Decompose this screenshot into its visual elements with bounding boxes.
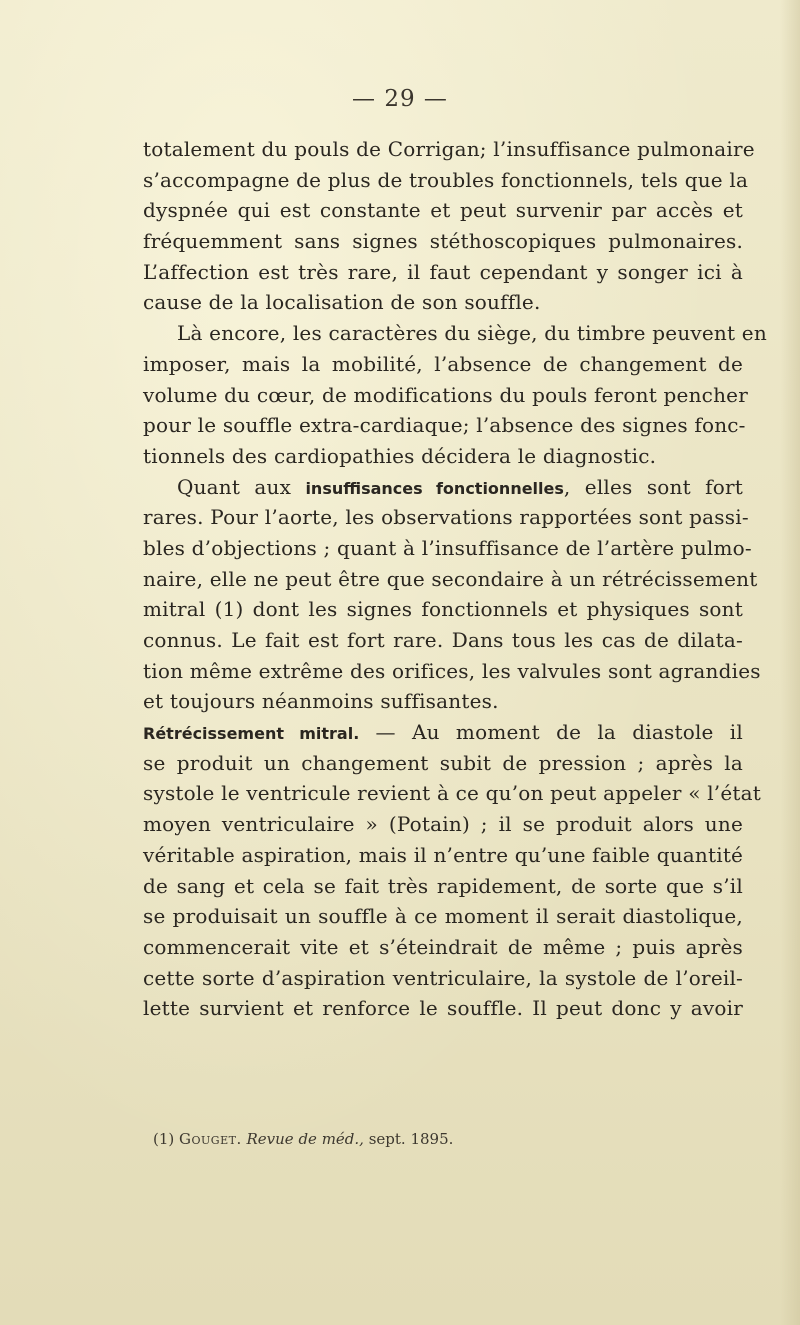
text-line: et toujours néanmoins suffisantes. bbox=[143, 689, 499, 714]
text-line: fréquemment sans signes stéthoscopiques pulmonaires. bbox=[143, 229, 743, 254]
text-line: véritable aspiration, mais il n’entre qu’une faible quantité bbox=[143, 842, 744, 867]
paragraph-4 bbox=[143, 717, 761, 1024]
page-number: — 29 — bbox=[352, 86, 448, 112]
text-line: volume du cœur, de modifications du pouls feront pencher bbox=[143, 382, 748, 407]
footnote-date: sept. 1895. bbox=[363, 1130, 454, 1148]
footnote-author: Gouget. bbox=[179, 1130, 242, 1148]
text-line: rares. Pour l’aorte, les observations rapportées sont passi- bbox=[143, 505, 749, 530]
text-line: commencerait vite et s’éteindrait de même ; puis après bbox=[143, 934, 743, 959]
text-run: , elles sont fort bbox=[563, 474, 744, 499]
text-line: L’affection est très rare, il faut cependant y songer ici à bbox=[143, 259, 743, 284]
text-line: cette sorte d’aspiration ventriculaire, la systole de l’oreil- bbox=[143, 965, 743, 990]
page-edge-shadow bbox=[780, 0, 800, 1325]
text-line: se produisait un souffle à ce moment il serait diastolique, bbox=[143, 904, 743, 929]
text-line: connus. Le fait est fort rare. Dans tous les cas de dilata- bbox=[143, 628, 743, 652]
text-run: Quant aux bbox=[177, 474, 306, 499]
paragraph-1 bbox=[143, 134, 755, 318]
text-line: tion même extrême des orifices, les valvules sont agrandies bbox=[143, 658, 761, 683]
text-line: imposer, mais la mobilité, l’absence de changement de bbox=[143, 351, 743, 376]
paragraph-3 bbox=[143, 472, 761, 718]
body-text bbox=[143, 134, 767, 1024]
text-line: pour le souffle extra-cardiaque; l’absence des signes fonc- bbox=[143, 413, 746, 438]
text-line: Là encore, les caractères du siège, du timbre peuvent en bbox=[177, 321, 767, 346]
text-line: s’accompagne de plus de troubles fonctionnels, tels que la bbox=[143, 167, 749, 192]
bold-term: insuffisances fonctionnelles bbox=[305, 478, 564, 498]
footnote-marker: (1) bbox=[153, 1130, 180, 1148]
footnote-journal: Revue de méd., bbox=[246, 1130, 364, 1148]
paragraph-2 bbox=[143, 318, 767, 471]
text-line: mitral (1) dont les signes fonctionnels et physiques sont bbox=[143, 597, 743, 622]
text-line: tionnels des cardiopathies décidera le diagnostic. bbox=[143, 443, 657, 468]
text-line bbox=[143, 472, 743, 503]
text-line: de sang et cela se fait très rapidement, de sorte que s’il bbox=[143, 873, 743, 898]
text-run: — Au moment de la diastole il bbox=[359, 720, 743, 745]
text-line: totalement du pouls de Corrigan; l’insuffisance pulmonaire bbox=[143, 137, 755, 161]
section-heading: Rétrécissement mitral. bbox=[143, 724, 360, 744]
text-line bbox=[143, 717, 743, 748]
footnote bbox=[153, 1130, 453, 1148]
text-line: dyspnée qui est constante et peut survenir par accès et bbox=[143, 198, 743, 223]
text-line: bles d’objections ; quant à l’insuffisance de l’artère pulmo- bbox=[143, 535, 752, 560]
text-line: moyen ventriculaire » (Potain) ; il se produit alors une bbox=[143, 812, 743, 837]
text-line: cause de la localisation de son souffle. bbox=[143, 290, 541, 315]
text-line: naire, elle ne peut être que secondaire à un rétrécissement bbox=[143, 566, 758, 591]
text-line: systole le ventricule revient à ce qu’on peut appeler « l’état bbox=[143, 781, 761, 806]
text-line: lette survient et renforce le souffle. Il peut donc y avoir bbox=[143, 996, 743, 1021]
text-line: se produit un changement subit de pression ; après la bbox=[143, 750, 743, 775]
